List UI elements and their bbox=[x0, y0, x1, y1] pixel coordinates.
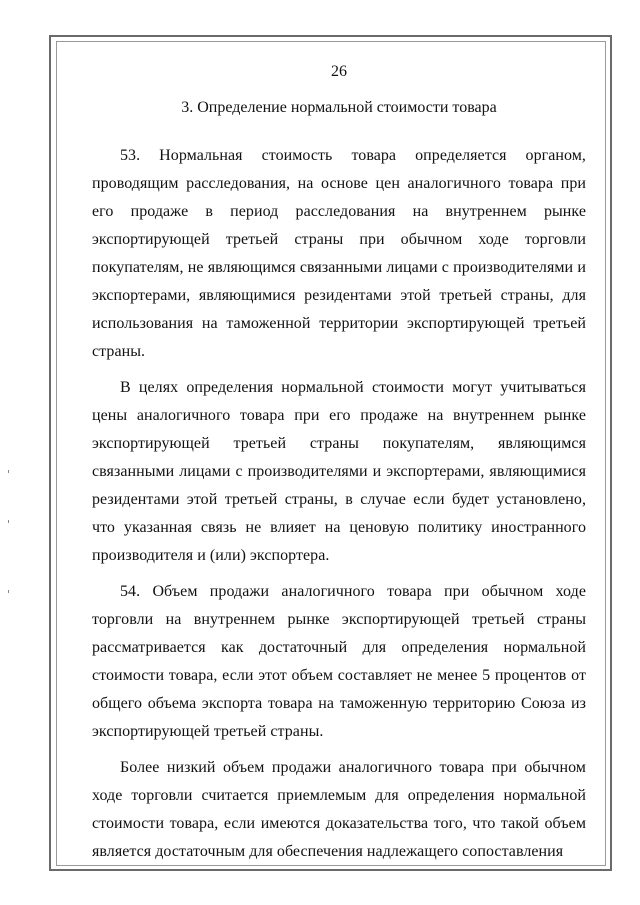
document-body bbox=[92, 60, 586, 866]
scan-artifact bbox=[8, 590, 9, 593]
section-title: 3. Определение нормальной стоимости товара bbox=[181, 99, 497, 116]
page-number: 26 bbox=[331, 63, 347, 80]
paragraph-54-continued: Более низкий объем продажи аналогичного товара при обычном ходе торговли считается приемлемым для определения нормальной стоимости товара, если имеются доказательства того, что такой объем является достаточным для обеспечения надлежащего сопоставления bbox=[92, 759, 586, 860]
paragraph-53: 53. Нормальная стоимость товара определяется органом, проводящим расследования, на основе цен аналогичного товара при его продаже в период расследования на внутреннем рынке экспортирующей третьей страны при обычном ходе торговли покупателям, не являющимся связанными лицами с производителями и экспортерами, являющимися резидентами этой третьей страны, для использования на таможенной территории экспортирующей третьей страны. bbox=[92, 147, 586, 360]
scan-artifact bbox=[8, 520, 9, 523]
scan-artifact bbox=[8, 470, 9, 473]
paragraph-54: 54. Объем продажи аналогичного товара при обычном ходе торговли на внутреннем рынке экспортирующей третьей страны рассматривается как достаточный для определения нормальной стоимости товара, если этот объем составляет не менее 5 процентов от общего объема экспорта товара на таможенную территорию Союза из экспортирующей третьей страны. bbox=[92, 583, 586, 740]
paragraph-53-continued: В целях определения нормальной стоимости могут учитываться цены аналогичного товара при его продаже на внутреннем рынке экспортирующей третьей страны покупателям, являющимся связанными лицами с производителями и экспортерами, являющимися резидентами этой третьей страны, в случае если будет установлено, что указанная связь не влияет на ценовую политику иностранного производителя и (или) экспортера. bbox=[92, 379, 586, 564]
